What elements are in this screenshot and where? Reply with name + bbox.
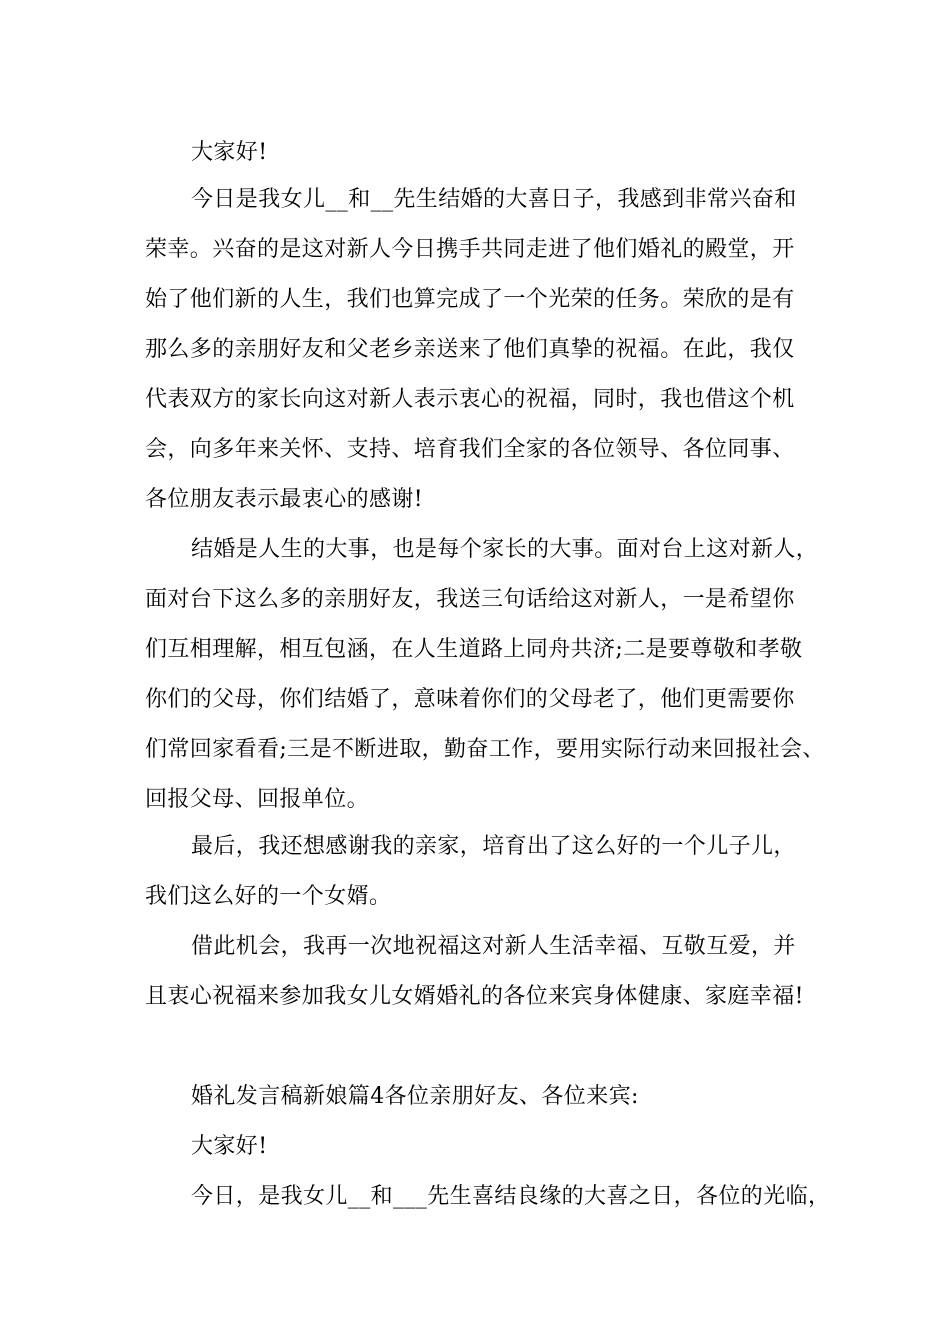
paragraph-line: 各位朋友表示最衷心的感谢! xyxy=(145,487,424,512)
paragraph-line: 那么多的亲朋好友和父老乡亲送来了他们真挚的祝福。在此，我仅 xyxy=(145,337,795,362)
paragraph-line: 我们这么好的一个女婿。 xyxy=(145,884,392,909)
paragraph-line: 始了他们新的人生，我们也算完成了一个光荣的任务。荣欣的是有 xyxy=(145,287,795,312)
paragraph-line: 且衷心祝福来参加我女儿女婿婚礼的各位来宾身体健康、家庭幸福! xyxy=(145,984,804,1009)
paragraph-line: 借此机会，我再一次地祝福这对新人生活幸福、互敬互爱，并 xyxy=(191,934,796,959)
paragraph-line: 你们的父母，你们结婚了，意味着你们的父母老了，他们更需要你 xyxy=(145,687,795,712)
paragraph-line: 面对台下这么多的亲朋好友，我送三句话给这对新人，一是希望你 xyxy=(145,587,795,612)
paragraph-line: 今日，是我女儿__和___先生喜结良缘的大喜之日，各位的光临， xyxy=(191,1184,831,1209)
paragraph-line: 最后，我还想感谢我的亲家，培育出了这么好的一个儿子儿， xyxy=(191,834,796,859)
paragraph-line: 们互相理解，相互包涵，在人生道路上同舟共济;二是要尊敬和孝敬 xyxy=(145,637,803,662)
paragraph-line: 结婚是人生的大事，也是每个家长的大事。面对台上这对新人， xyxy=(191,537,819,562)
paragraph-line: 会，向多年来关怀、支持、培育我们全家的各位领导、各位同事、 xyxy=(145,437,795,462)
paragraph-line: 回报父母、回报单位。 xyxy=(145,787,370,812)
paragraph-line: 今日是我女儿__和__先生结婚的大喜日子，我感到非常兴奋和 xyxy=(191,187,797,212)
paragraph-line: 代表双方的家长向这对新人表示衷心的祝福，同时，我也借这个机 xyxy=(145,387,795,412)
section-heading-line: 婚礼发言稿新娘篇4各位亲朋好友、各位来宾: xyxy=(191,1084,639,1109)
paragraph-line: 们常回家看看;三是不断进取，勤奋工作，要用实际行动来回报社会、 xyxy=(145,737,825,762)
paragraph-line: 荣幸。兴奋的是这对新人今日携手共同走进了他们婚礼的殿堂，开 xyxy=(145,237,795,262)
greeting-line: 大家好! xyxy=(191,140,268,165)
greeting-line: 大家好! xyxy=(191,1134,268,1159)
